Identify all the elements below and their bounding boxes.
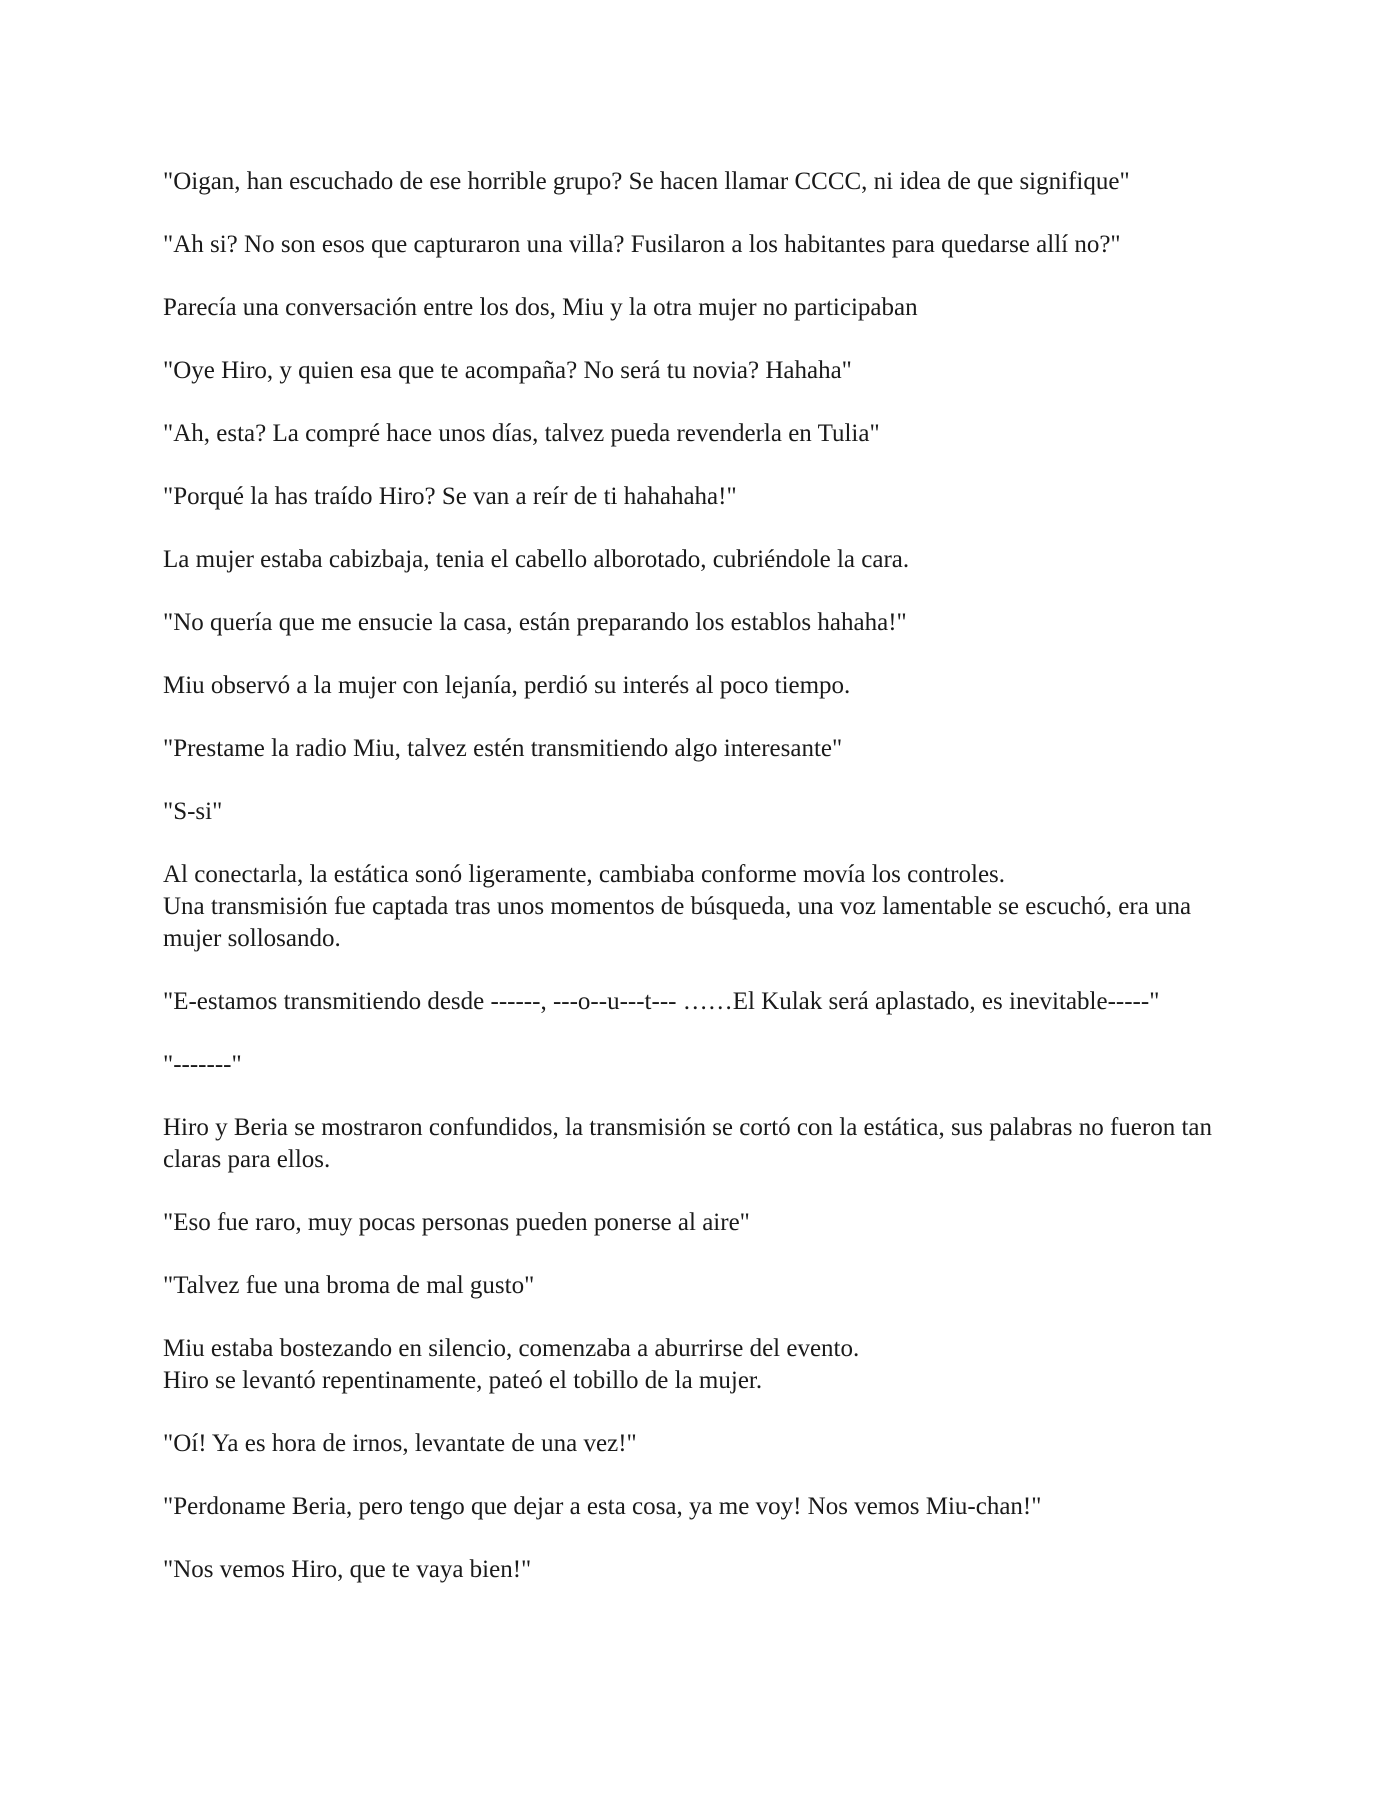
paragraph-16: "Eso fue raro, muy pocas personas pueden ponerse al aire" [163,1209,750,1236]
paragraph-8: "No quería que me ensucie la casa, están preparando los establos hahaha!" [163,609,907,636]
paragraph-1: "Oigan, han escuchado de ese horrible grupo? Se hacen llamar CCCC, ni idea de que signifique" [163,168,1130,195]
paragraph-14: "-------" [163,1051,242,1078]
paragraph-20: "Perdoname Beria, pero tengo que dejar a esta cosa, ya me voy! Nos vemos Miu-chan!" [163,1493,1042,1520]
document-body [163,166,1253,1617]
paragraph-10: "Prestame la radio Miu, talvez estén transmitiendo algo interesante" [163,735,843,762]
paragraph-21: "Nos vemos Hiro, que te vaya bien!" [163,1556,532,1583]
paragraph-19: "Oí! Ya es hora de irnos, levantate de una vez!" [163,1430,637,1457]
paragraph-5: "Ah, esta? La compré hace unos días, talvez pueda revenderla en Tulia" [163,420,880,447]
paragraph-7: La mujer estaba cabizbaja, tenia el cabello alborotado, cubriéndole la cara. [163,546,910,573]
paragraph-17: "Talvez fue una broma de mal gusto" [163,1272,535,1299]
paragraph-15: Hiro y Beria se mostraron confundidos, la transmisión se cortó con la estática, sus palabras no fueron tan claras para ellos. [163,1114,1219,1173]
paragraph-12: Al conectarla, la estática sonó ligeramente, cambiaba conforme movía los controles. Una transmisión fue captada tras unos momentos de búsqueda, una voz lamentable se escuchó, era una mujer sollosando. [163,861,1192,952]
paragraph-9: Miu observó a la mujer con lejanía, perdió su interés al poco tiempo. [163,672,851,699]
paragraph-3: Parecía una conversación entre los dos, Miu y la otra mujer no participaban [163,294,918,321]
paragraph-18: Miu estaba bostezando en silencio, comenzaba a aburrirse del evento. Hiro se levantó repentinamente, pateó el tobillo de la mujer. [163,1335,860,1394]
paragraph-11: "S-si" [163,798,223,825]
paragraph-13: "E-estamos transmitiendo desde ------, ---o--u---t--- ……El Kulak será aplastado, es inevitable-----" [163,988,1160,1015]
paragraph-6: "Porqué la has traído Hiro? Se van a reír de ti hahahaha!" [163,483,737,510]
paragraph-2: "Ah si? No son esos que capturaron una villa? Fusilaron a los habitantes para quedarse allí no?" [163,231,1121,258]
paragraph-4: "Oye Hiro, y quien esa que te acompaña? No será tu novia? Hahaha" [163,357,852,384]
